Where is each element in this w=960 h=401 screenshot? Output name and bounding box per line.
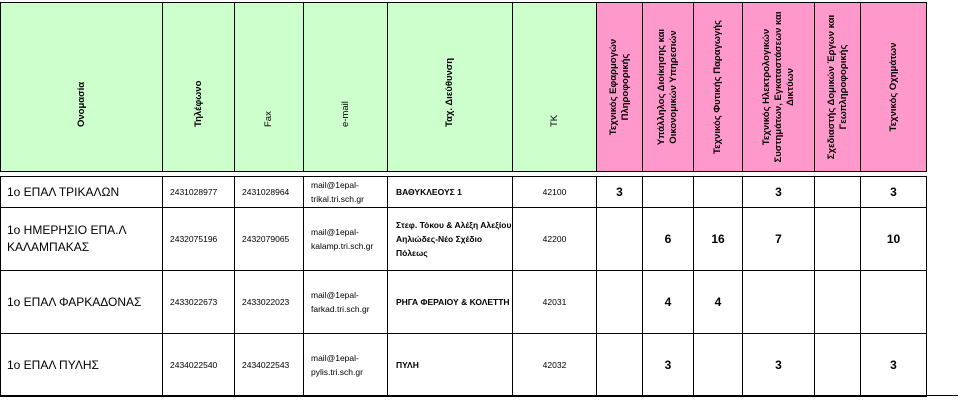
email: mail@1epal-pylis.tri.sch.gr — [304, 334, 388, 397]
table-row — [1, 271, 927, 334]
address: Στεφ. Τόκου & Αλέξη Αλεξίου Αηλιώδες-Νέο Σχέδιο Πόλεως — [388, 208, 513, 271]
email: mail@1epal-farkad.tri.sch.gr — [304, 271, 388, 334]
table-row — [1, 334, 927, 397]
header-spec-construction: Σχεδιαστής Δομικών Έργων και Γεωπληροφορικής — [815, 3, 861, 172]
count-admin — [643, 177, 694, 208]
count-it — [597, 334, 643, 397]
count-construction — [815, 271, 861, 334]
school-name: 1ο ΗΜΕΡΗΣΙΟ ΕΠΑ.Λ ΚΑΛΑΜΠΑΚΑΣ — [1, 208, 163, 271]
fax: 2434022543 — [235, 334, 304, 397]
address: ΒΑΘΥΚΛΕΟΥΣ 1 — [388, 177, 513, 208]
count-construction — [815, 177, 861, 208]
header-fax: Fax — [235, 3, 304, 172]
count-plant — [694, 177, 743, 208]
count-admin: 4 — [643, 271, 694, 334]
header-spec-it: Τεχνικός Εφαρμογών Πληροφορικής — [597, 3, 643, 172]
count-electrical: 3 — [743, 334, 815, 397]
fax: 2433022023 — [235, 271, 304, 334]
count-vehicles: 3 — [861, 177, 927, 208]
count-it — [597, 208, 643, 271]
phone: 2434022540 — [163, 334, 235, 397]
fax: 2431028964 — [235, 177, 304, 208]
email: mail@1epal-kalamp.tri.sch.gr — [304, 208, 388, 271]
count-vehicles — [861, 271, 927, 334]
header-spec-vehicles: Τεχνικός Οχημάτων — [861, 3, 927, 172]
address: ΡΗΓΑ ΦΕΡΑΙΟΥ & ΚΟΛΕΤΤΗ — [388, 271, 513, 334]
header-email: e-mail — [304, 3, 388, 172]
header-address: Ταχ. Διεύθυνση — [388, 3, 513, 172]
count-admin: 6 — [643, 208, 694, 271]
school-name: 1ο ΕΠΑΛ ΦΑΡΚΑΔΟΝΑΣ — [1, 271, 163, 334]
header-phone: Τηλέφωνο — [163, 3, 235, 172]
count-construction — [815, 334, 861, 397]
phone: 2432075196 — [163, 208, 235, 271]
header-spec-admin: Υπάλληλος Διοίκησης και Οικονομικών Υπηρεσιών — [643, 3, 694, 172]
school-name: 1ο ΕΠΑΛ ΤΡΙΚΑΛΩΝ — [1, 177, 163, 208]
count-plant — [694, 334, 743, 397]
email: mail@1epal-trikal.tri.sch.gr — [304, 177, 388, 208]
school-name: 1ο ΕΠΑΛ ΠΥΛΗΣ — [1, 334, 163, 397]
postal-code: 42100 — [513, 177, 597, 208]
header-tk: ΤΚ — [513, 3, 597, 172]
header-name: Ονομασία — [1, 3, 163, 172]
postal-code: 42032 — [513, 334, 597, 397]
phone: 2431028977 — [163, 177, 235, 208]
count-admin: 3 — [643, 334, 694, 397]
count-vehicles: 10 — [861, 208, 927, 271]
schools-table — [0, 2, 927, 397]
header-spec-plant: Τεχνικός Φυτικής Παραγωγής — [694, 3, 743, 172]
address: ΠΥΛΗ — [388, 334, 513, 397]
count-plant: 4 — [694, 271, 743, 334]
count-electrical: 3 — [743, 177, 815, 208]
postal-code: 42200 — [513, 208, 597, 271]
header-row — [1, 3, 927, 172]
fax: 2432079065 — [235, 208, 304, 271]
header-spec-electrical: Τεχνικός Ηλεκτρολογικών Συστημάτων, Εγκαταστάσεων και Δικτύων — [743, 3, 815, 172]
count-electrical — [743, 271, 815, 334]
table-row — [1, 208, 927, 271]
phone: 2433022673 — [163, 271, 235, 334]
table-row — [1, 177, 927, 208]
count-electrical: 7 — [743, 208, 815, 271]
count-it: 3 — [597, 177, 643, 208]
page-bottom-line — [0, 395, 958, 396]
count-vehicles: 3 — [861, 334, 927, 397]
count-it — [597, 271, 643, 334]
postal-code: 42031 — [513, 271, 597, 334]
count-construction — [815, 208, 861, 271]
count-plant: 16 — [694, 208, 743, 271]
